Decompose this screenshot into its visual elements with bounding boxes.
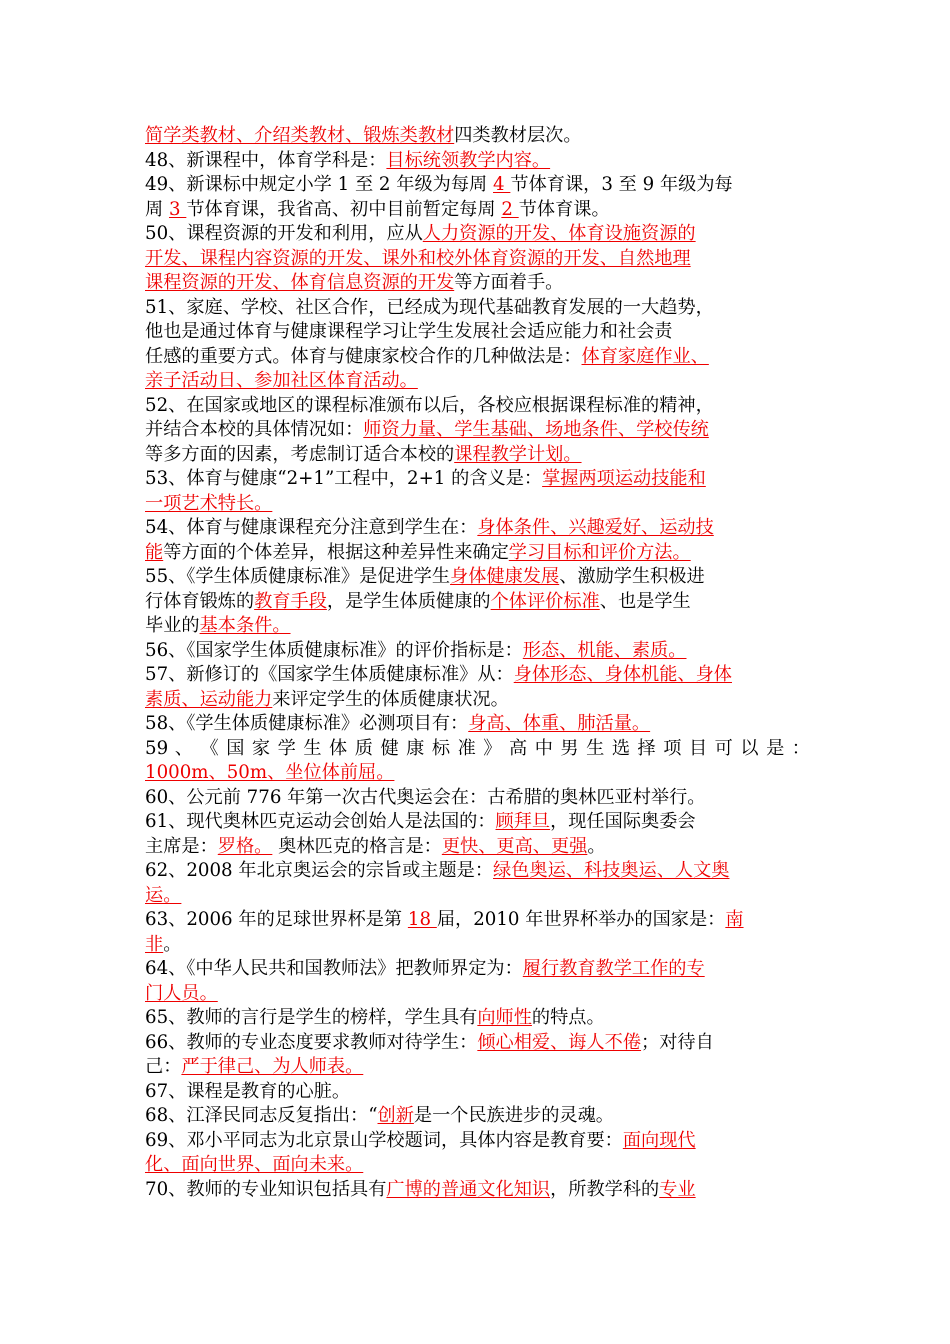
- answer-text: 个体评价标准: [490, 590, 600, 612]
- question-text: 、也是学生: [599, 590, 691, 612]
- question-text: 50、课程资源的开发和利用，应从: [145, 223, 423, 244]
- text-line: [145, 198, 810, 223]
- question-text: 周: [145, 198, 169, 220]
- answer-text: 身高、体重、肺活量。: [468, 713, 651, 734]
- question-text: ，所教学科的: [550, 1178, 660, 1200]
- question-text: 等方面着手。: [454, 272, 564, 293]
- text-line: [145, 663, 810, 688]
- text-line: [145, 810, 810, 835]
- answer-text: 化、面向世界、面向未来。: [145, 1154, 364, 1175]
- question-text: 的特点。: [531, 1007, 605, 1028]
- answer-text: 南: [725, 909, 744, 930]
- answer-text: 能: [145, 541, 164, 563]
- question-text: 任感的重要方式。体育与健康家校合作的几种做法是：: [145, 345, 582, 367]
- answer-text: 面向现代: [622, 1129, 696, 1151]
- question-text: 是一个民族进步的灵魂。: [413, 1105, 614, 1126]
- question-text: 四类教材层次。: [454, 125, 582, 146]
- text-line: [145, 884, 810, 909]
- answer-text: 顾拜旦: [495, 811, 551, 832]
- text-line: [145, 1178, 810, 1203]
- question-text: 届，2010 年世界杯举办的国家是：: [436, 909, 726, 930]
- answer-text: 1000m、50m、坐位体前屈。: [145, 762, 395, 783]
- question-text: 63、2006 年的足球世界杯是第: [145, 909, 408, 930]
- question-text: 51、家庭、学校、社区合作，已经成为现代基础教育发展的一大趋势，: [145, 296, 714, 318]
- question-text: 64、《中华人民共和国教师法》把教师界定为：: [145, 958, 523, 979]
- answer-text: 绿色奥运、科技奥运、人文奥: [493, 860, 730, 881]
- text-line: [145, 1129, 810, 1154]
- answer-text: 门人员。: [145, 982, 218, 1004]
- question-text: 奥林匹克的格言是：: [272, 835, 442, 857]
- question-text: ，是学生体质健康的: [326, 590, 491, 612]
- question-text: 节体育课，我省高、初中目前暂定每周: [186, 198, 502, 220]
- question-text: 主席是：: [145, 835, 218, 857]
- answer-text: 形态、机能、素质。: [522, 639, 687, 661]
- question-text: 60、公元前 776 年第一次古代奥运会在：古希腊的奥林匹亚村举行。: [145, 786, 706, 808]
- question-text: 57、新修订的《国家学生体质健康标准》从：: [145, 664, 514, 685]
- question-text: 65、教师的言行是学生的榜样，学生具有: [145, 1007, 478, 1028]
- text-line: [145, 590, 810, 615]
- text-line: [145, 639, 810, 664]
- question-text: 节体育课。: [518, 198, 610, 220]
- question-text: ，现任国际奥委会: [550, 811, 696, 832]
- answer-text: 体育家庭作业、: [581, 345, 709, 367]
- text-line: [145, 149, 810, 174]
- answer-text: 学习目标和评价方法。: [508, 541, 691, 563]
- question-text: ；对待自: [641, 1031, 714, 1053]
- answer-text: 简学类教材、介绍类教材、锻炼类教材: [145, 125, 455, 146]
- answer-text: 身体形态、身体机能、身体: [513, 664, 732, 685]
- text-line: [145, 688, 810, 713]
- answer-text: 3: [168, 198, 187, 220]
- text-line: [145, 835, 810, 860]
- question-text: 52、在国家或地区的课程标准颁布以后，各校应根据课程标准的精神，: [145, 394, 714, 416]
- question-text: 。: [163, 933, 182, 955]
- text-line: [145, 443, 810, 468]
- text-line: [145, 247, 810, 272]
- question-text: 70、教师的专业知识包括具有: [145, 1178, 387, 1200]
- answer-text: 创新: [377, 1105, 414, 1126]
- answer-text: 向师性: [477, 1007, 532, 1028]
- text-line: [145, 1031, 810, 1056]
- answer-text: 身体健康发展: [450, 566, 560, 587]
- question-text: 53、体育与健康“2+1”工程中，2+1 的含义是：: [145, 468, 543, 489]
- answer-text: 一项艺术特长。: [145, 492, 273, 514]
- question-text: 68、江泽民同志反复指出：“: [145, 1105, 378, 1126]
- text-line: [145, 1080, 810, 1105]
- text-line: [145, 712, 810, 737]
- answer-text: 师资力量、学生基础、场地条件、学校传统: [363, 419, 709, 440]
- answer-text: 掌握两项运动技能和: [542, 468, 706, 489]
- text-line: [145, 271, 810, 296]
- answer-text: 倾心相爱、诲人不倦: [477, 1031, 642, 1053]
- question-text: 毕业的: [145, 615, 200, 636]
- text-line: [145, 394, 810, 419]
- answer-text: 素质、运动能力: [145, 688, 273, 710]
- text-line: [145, 467, 810, 492]
- question-text: 69、邓小平同志为北京景山学校题词，具体内容是教育要：: [145, 1129, 623, 1151]
- text-line: [145, 516, 810, 541]
- question-text: 来评定学生的体质健康状况。: [272, 688, 509, 710]
- text-line: [145, 320, 810, 345]
- question-text: 56、《国家学生体质健康标准》的评价指标是：: [145, 639, 523, 661]
- answer-text: 课程资源的开发、体育信息资源的开发: [145, 272, 455, 293]
- question-text: 己：: [145, 1056, 182, 1077]
- question-text: 48、新课程中，体育学科是：: [145, 149, 387, 171]
- answer-text: 人力资源的开发、体育设施资源的: [422, 223, 696, 244]
- answer-text: 罗格。: [217, 835, 273, 857]
- answer-text: 非: [145, 933, 164, 955]
- text-line: [145, 982, 810, 1007]
- question-text: 行体育锻炼的: [145, 590, 255, 612]
- answer-text: 18: [407, 909, 437, 930]
- text-line: [145, 1055, 810, 1080]
- text-line: [145, 369, 810, 394]
- answer-text: 亲子活动日、参加社区体育活动。: [145, 370, 418, 391]
- text-line: [145, 124, 810, 149]
- text-line: [145, 492, 810, 517]
- answer-text: 专业: [659, 1178, 696, 1200]
- answer-text: 严于律己、为人师表。: [181, 1056, 364, 1077]
- answer-text: 2: [501, 198, 519, 220]
- text-line: [145, 173, 810, 198]
- text-line: [145, 761, 810, 786]
- text-line: [145, 957, 810, 982]
- answer-text: 教育手段: [254, 590, 327, 612]
- answer-text: 履行教育教学工作的专: [522, 958, 705, 979]
- answer-text: 4: [493, 174, 511, 195]
- answer-text: 广博的普通文化知识: [386, 1178, 551, 1200]
- answer-text: 课程教学计划。: [454, 443, 582, 465]
- text-line: [145, 908, 810, 933]
- text-line: [145, 296, 810, 321]
- text-line: [145, 418, 810, 443]
- question-text: 62、2008 年北京奥运会的宗旨或主题是：: [145, 860, 494, 881]
- answer-text: 基本条件。: [199, 615, 291, 636]
- question-text: 67、课程是教育的心脏。: [145, 1080, 351, 1102]
- text-line: [145, 859, 810, 884]
- text-line: [145, 786, 810, 811]
- text-line: [145, 1104, 810, 1129]
- text-line: [145, 345, 810, 370]
- question-text: 并结合本校的具体情况如：: [145, 419, 364, 440]
- question-text: 、激励学生积极进: [559, 566, 705, 587]
- question-text: 55、《学生体质健康标准》是促进学生: [145, 566, 451, 587]
- text-line: [145, 1006, 810, 1031]
- question-text: 等方面的个体差异，根据这种差异性来确定: [163, 541, 509, 563]
- answer-text: 运。: [145, 884, 182, 906]
- question-text: 节体育课，3 至 9 年级为每: [510, 174, 733, 195]
- question-text: 等多方面的因素，考虑制订适合本校的: [145, 443, 455, 465]
- question-text: 49、新课标中规定小学 1 至 2 年级为每周: [145, 174, 494, 195]
- question-text: 59 、 《 国 家 学 生 体 质 健 康 标 准 》 高 中 男 生 选 择 项 目 可 以 是 ：: [145, 737, 810, 759]
- answer-text: 开发、课程内容资源的开发、课外和校外体育资源的开发、自然地理: [145, 247, 691, 269]
- text-line: [145, 737, 810, 762]
- question-text: 他也是通过体育与健康课程学习让学生发展社会适应能力和社会责: [145, 321, 673, 342]
- text-line: [145, 614, 810, 639]
- document-page: [145, 124, 810, 1202]
- question-text: 。: [587, 835, 606, 857]
- text-line: [145, 541, 810, 566]
- answer-text: 目标统领教学内容。: [386, 149, 551, 171]
- question-text: 58、《学生体质健康标准》必测项目有：: [145, 713, 469, 734]
- text-line: [145, 933, 810, 958]
- text-line: [145, 565, 810, 590]
- answer-text: 更快、更高、更强: [441, 835, 588, 857]
- answer-text: 身体条件、兴趣爱好、运动技: [477, 517, 714, 538]
- question-text: 61、现代奥林匹克运动会创始人是法国的：: [145, 811, 496, 832]
- text-line: [145, 222, 810, 247]
- text-line: [145, 1153, 810, 1178]
- question-text: 54、体育与健康课程充分注意到学生在：: [145, 517, 478, 538]
- question-text: 66、教师的专业态度要求教师对待学生：: [145, 1031, 478, 1053]
